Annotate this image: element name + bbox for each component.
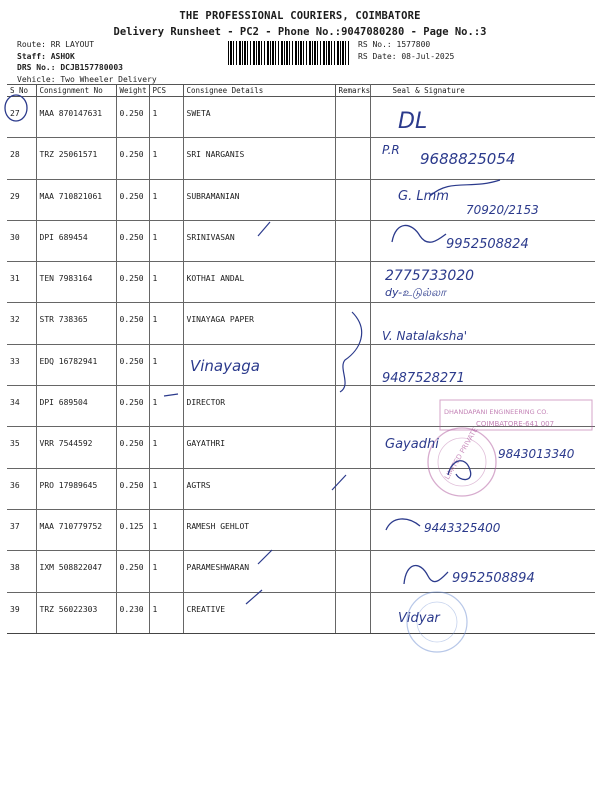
staff-text: Staff: ASHOK [17, 51, 75, 61]
consignee-cell: DIRECTOR [183, 386, 335, 427]
consignment-cell: DPI 689454 [36, 220, 116, 261]
table-row [7, 220, 595, 261]
consignment-cell: IXM 508822047 [36, 551, 116, 592]
header-weight: Weight [116, 85, 149, 97]
remarks-cell [335, 344, 370, 385]
handwritten-signature: G. Lmm [398, 189, 449, 204]
route-text: Route: RR LAYOUT [17, 40, 95, 49]
document-title: THE PROFESSIONAL COURIERS, COIMBATORE [179, 10, 421, 22]
barcode [228, 41, 350, 65]
consignee-cell: PARAMESHWARAN [183, 551, 335, 592]
weight-cell: 0.250 [116, 303, 149, 344]
pcs-cell: 1 [149, 468, 183, 509]
consignee-cell: GAYATHRI [183, 427, 335, 468]
consignee-cell [183, 344, 335, 385]
signature-cell [370, 179, 595, 220]
pcs-cell: 1 [149, 262, 183, 303]
signature-cell [370, 220, 595, 261]
weight-cell: 0.250 [116, 97, 149, 138]
remarks-cell [335, 303, 370, 344]
handwritten-phone: 9443325400 [424, 521, 501, 535]
consignee-cell: AGTRS [183, 468, 335, 509]
table-row [7, 262, 595, 303]
remarks-cell [335, 468, 370, 509]
sno-cell: 31 [7, 262, 36, 303]
handwritten-signature: Gayadhi [385, 437, 439, 452]
consignment-cell: MAA 710779752 [36, 509, 116, 550]
remarks-cell [335, 592, 370, 633]
remarks-cell [335, 262, 370, 303]
sno-cell: 28 [7, 138, 36, 179]
table-row [7, 551, 595, 592]
round-stamp-text: LIMITED PRIVATE [443, 426, 480, 482]
consignment-cell: EDQ 16782941 [36, 344, 116, 385]
remarks-cell [335, 551, 370, 592]
remarks-cell [335, 427, 370, 468]
consignee-cell: SRI NARGANIS [183, 138, 335, 179]
signature-cell [370, 386, 595, 427]
weight-cell: 0.230 [116, 592, 149, 633]
remarks-cell [335, 220, 370, 261]
table-row [7, 344, 595, 385]
table-row [7, 386, 595, 427]
sno-cell: 27 [7, 97, 36, 138]
remarks-cell [335, 179, 370, 220]
sno-cell: 35 [7, 427, 36, 468]
vehicle-text: Vehicle: Two Wheeler Delivery [17, 74, 157, 84]
remarks-cell [335, 97, 370, 138]
sno-cell: 38 [7, 551, 36, 592]
consignment-cell: MAA 710821061 [36, 179, 116, 220]
pcs-cell: 1 [149, 427, 183, 468]
signature-cell [370, 97, 595, 138]
pcs-cell: 1 [149, 179, 183, 220]
signature-cell [370, 262, 595, 303]
sno-cell: 39 [7, 592, 36, 633]
handwritten-phone: 9688825054 [420, 150, 516, 168]
handwritten-name: V. Natalaksha' [382, 329, 467, 343]
handwritten-phone: 9843013340 [498, 447, 575, 461]
remarks-cell [335, 138, 370, 179]
consignee-cell: VINAYAGA PAPER [183, 303, 335, 344]
consignment-cell: STR 738365 [36, 303, 116, 344]
consignee-cell: SWETA [183, 97, 335, 138]
pcs-cell: 1 [149, 592, 183, 633]
table-row [7, 97, 595, 138]
rs-date: RS Date: 08-Jul-2025 [358, 51, 455, 61]
handwritten-phone: 9952508824 [446, 237, 529, 252]
handwritten-initials: P.R [382, 143, 400, 157]
seal-line-1: DHANDAPANI ENGINEERING CO. [444, 408, 549, 416]
handwritten-number: 70920/2153 [466, 203, 539, 217]
runsheet-meta-left [17, 40, 157, 86]
handwritten-name: Vinayaga [190, 357, 260, 375]
handwritten-signature: DL [398, 109, 428, 134]
sno-cell: 32 [7, 303, 36, 344]
remarks-cell [335, 509, 370, 550]
pcs-cell: 1 [149, 509, 183, 550]
weight-cell: 0.250 [116, 179, 149, 220]
signature-cell [370, 344, 595, 385]
pcs-cell: 1 [149, 303, 183, 344]
handwritten-phone: 9487528271 [382, 371, 465, 386]
table-row [7, 138, 595, 179]
consignee-cell: KOTHAI ANDAL [183, 262, 335, 303]
table-row [7, 303, 595, 344]
table-row [7, 427, 595, 468]
pcs-cell: 1 [149, 220, 183, 261]
pcs-cell: 1 [149, 138, 183, 179]
weight-cell: 0.125 [116, 509, 149, 550]
signature-cell [370, 303, 595, 344]
sno-cell: 37 [7, 509, 36, 550]
consignee-cell: SUBRAMANIAN [183, 179, 335, 220]
weight-cell: 0.250 [116, 468, 149, 509]
consignment-cell: TEN 7983164 [36, 262, 116, 303]
weight-cell: 0.250 [116, 138, 149, 179]
header-consignment-no: Consignment No [36, 85, 116, 97]
consignment-cell: TRZ 56022303 [36, 592, 116, 633]
table-row [7, 592, 595, 633]
sno-cell: 33 [7, 344, 36, 385]
remarks-cell [335, 386, 370, 427]
weight-cell: 0.250 [116, 262, 149, 303]
handwritten-note: dy-உடுல்லா [385, 286, 446, 299]
signature-cell [370, 468, 595, 509]
pcs-cell: 1 [149, 551, 183, 592]
signature-cell [370, 138, 595, 179]
weight-cell: 0.250 [116, 551, 149, 592]
header-pcs: PCS [149, 85, 183, 97]
weight-cell: 0.250 [116, 220, 149, 261]
consignment-cell: TRZ 25061571 [36, 138, 116, 179]
sno-cell: 34 [7, 386, 36, 427]
signature-cell [370, 427, 595, 468]
handwritten-number: 2775733020 [385, 268, 475, 284]
weight-cell: 0.250 [116, 386, 149, 427]
table-row [7, 468, 595, 509]
header-consignee-details: Consignee Details [183, 85, 335, 97]
consignee-cell: RAMESH GEHLOT [183, 509, 335, 550]
consignment-cell: DPI 689504 [36, 386, 116, 427]
signature-cell [370, 551, 595, 592]
handwritten-phone: 9952508894 [452, 571, 535, 586]
weight-cell: 0.250 [116, 427, 149, 468]
pcs-cell: 1 [149, 97, 183, 138]
signature-cell [370, 509, 595, 550]
table-header-row [7, 85, 595, 97]
sno-cell: 36 [7, 468, 36, 509]
consignment-cell: MAA 870147631 [36, 97, 116, 138]
table-row [7, 179, 595, 220]
sno-cell: 29 [7, 179, 36, 220]
weight-cell: 0.250 [116, 344, 149, 385]
consignment-cell: PRO 17989645 [36, 468, 116, 509]
rs-number: RS No.: 1577800 [358, 40, 431, 49]
signature-cell [370, 592, 595, 633]
runsheet-table [7, 84, 595, 634]
header-remarks: Remarks [335, 85, 370, 97]
header-sno: S No [7, 85, 36, 97]
seal-line-2: COIMBATORE-641 007 [476, 420, 555, 428]
consignee-cell: CREATIVE [183, 592, 335, 633]
handwritten-signature: Vidyar [398, 611, 440, 626]
drs-number: DRS No.: DCJB157780003 [17, 63, 123, 72]
document-subtitle: Delivery Runsheet - PC2 - Phone No.:9047080280 - Page No.:3 [113, 26, 487, 38]
runsheet-meta-right [358, 40, 454, 63]
consignment-cell: VRR 7544592 [36, 427, 116, 468]
sno-cell: 30 [7, 220, 36, 261]
consignee-cell: SRINIVASAN [183, 220, 335, 261]
table-row [7, 509, 595, 550]
pcs-cell: 1 [149, 386, 183, 427]
pcs-cell: 1 [149, 344, 183, 385]
header-seal-signature: Seal & Signature [370, 85, 595, 97]
